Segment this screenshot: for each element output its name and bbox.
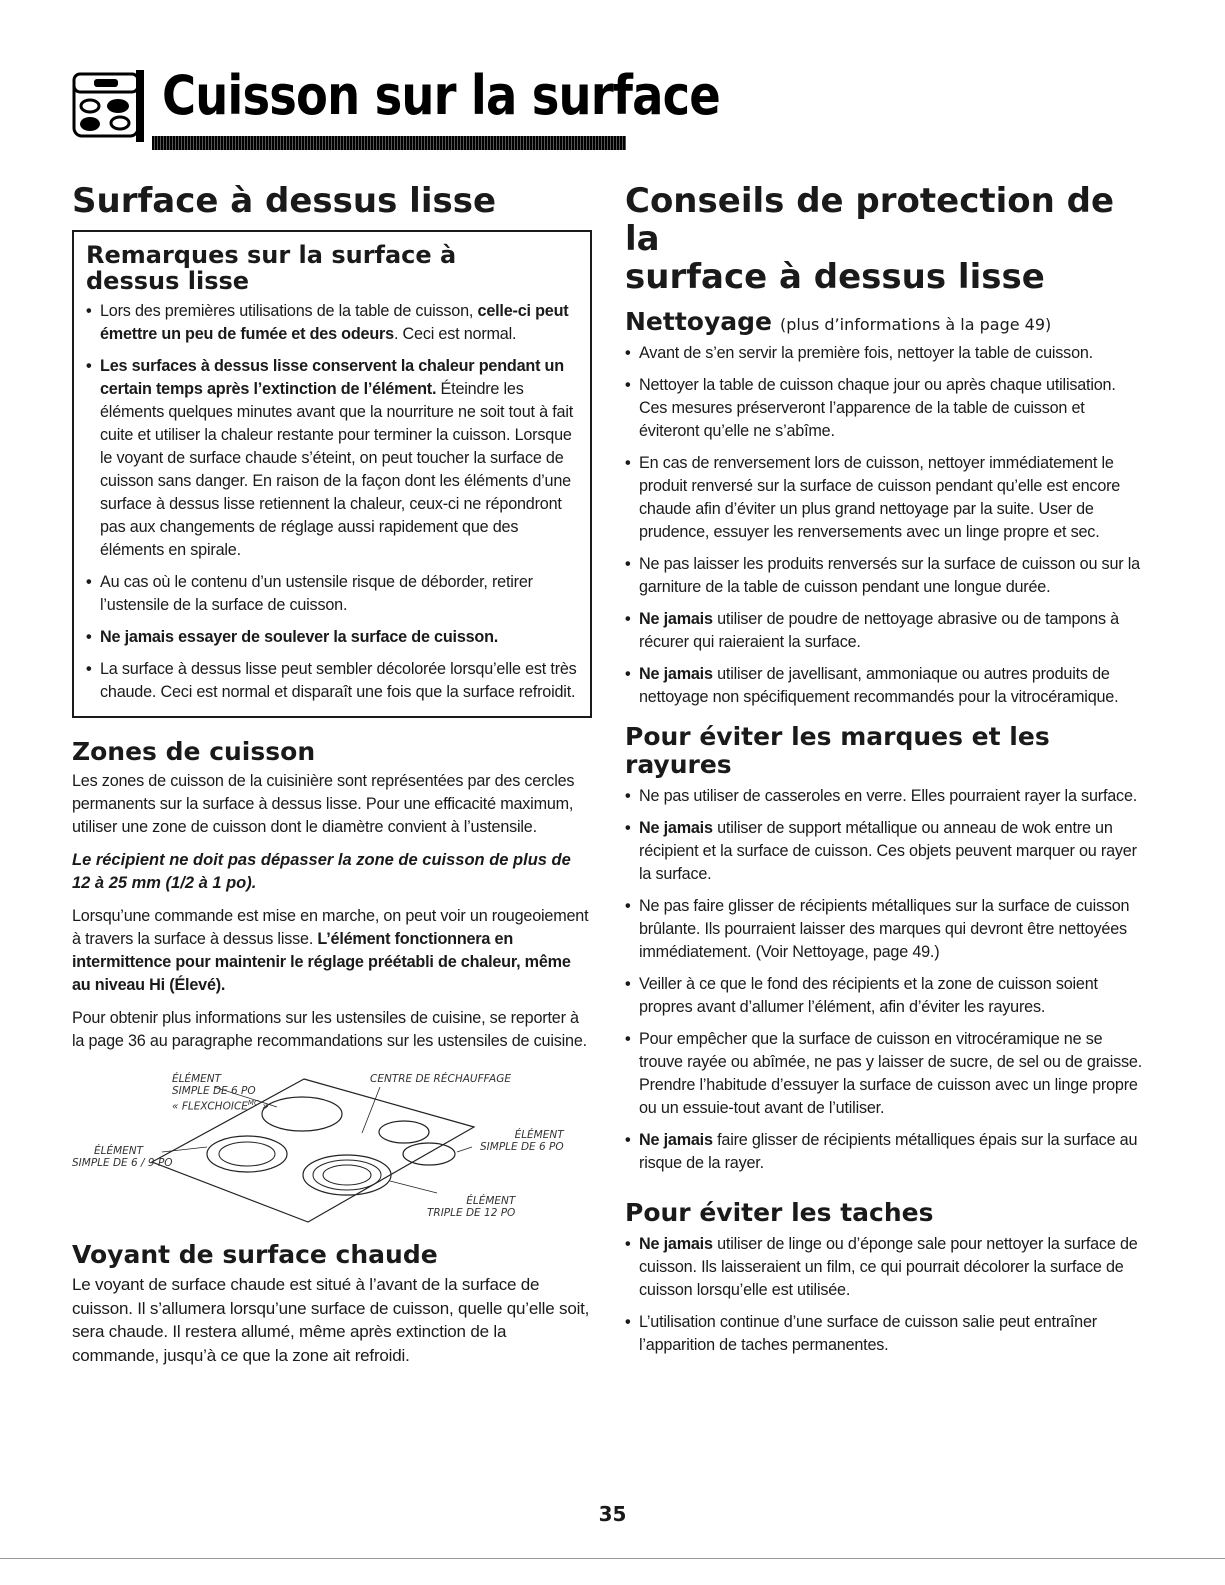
list-item: • Ne jamais faire glisser de récipients métalliques épais sur la surface au risque de la rayer. (625, 1129, 1145, 1175)
section-title-zones: Zones de cuisson (72, 737, 316, 766)
label-element-12in: ÉLÉMENT TRIPLE DE 12 PO (427, 1195, 516, 1219)
list-item: • Ne jamais utiliser de javellisant, ammoniaque ou autres produits de nettoyage non spécifiquement recommandés pour la vitrocéramique. (625, 663, 1145, 709)
section-title-conseils: Conseils de protection de la surface à dessus lisse (625, 181, 1115, 297)
voyant-paragraph: Le voyant de surface chaude est situé à l’avant de la surface de cuisson. Il s’allumera lorsqu’une surface de cuisson, quelle qu’elle soit, sera chaude. Il restera allumé, même après extinction de la commande, jusqu’à ce que la zone ait refroidi. (72, 1275, 590, 1365)
list-item: • Ne jamais utiliser de support métallique ou anneau de wok entre un récipient et la surface de cuisson. Ces objets peuvent marquer ou rayer la surface. (625, 817, 1145, 886)
remarks-box (72, 230, 592, 718)
zones-paragraph-2: Lorsqu’une commande est mise en marche, on peut voir un rougeoiement à travers la surface à dessus lisse. L’élément fonctionnera en intermittence pour maintenir le réglage préétabli de chaleur, même au niveau Hi (Élevé). (72, 907, 589, 994)
nettoyage-note: (plus d’informations à la page 49) (779, 315, 1052, 334)
section-title-taches: Pour éviter les taches (625, 1198, 934, 1227)
list-item: • Pour empêcher que la surface de cuisson en vitrocéramique ne se trouve rayée ou abîmée, ne pas y laisser de sucre, de sel ou de graisse. Prendre l’habitude d’essuyer la surface de cuisson avec un linge propre ou un essuie-tout avant de l’utiliser. (625, 1028, 1145, 1120)
list-item: • Ne pas faire glisser de récipients métalliques sur la surface de cuisson brûlante. Ils pourraient laisser des marques qui devront être nettoyées immédiatement. (Voir Nettoyage, page 49.) (625, 895, 1145, 964)
page-number: 35 (598, 1502, 627, 1526)
list-item: • Ne pas utiliser de casseroles en verre. Elles pourraient rayer la surface. (625, 785, 1145, 808)
nettoyage-list (625, 342, 1145, 709)
list-item: • Avant de s’en servir la première fois, nettoyer la table de cuisson. (625, 342, 1145, 365)
marques-list (625, 785, 1145, 1175)
nettoyage-heading (625, 308, 1145, 336)
zones-paragraph-3: Pour obtenir plus informations sur les ustensiles de cuisine, se reporter à la page 36 au paragraphe recommandations sur les ustensiles de cuisine. (72, 1009, 587, 1050)
list-item: • L’utilisation continue d’une surface de cuisson salie peut entraîner l’apparition de taches permanentes. (625, 1311, 1145, 1357)
section-title-voyant: Voyant de surface chaude (72, 1240, 438, 1269)
list-item: • Ne pas laisser les produits renversés sur la surface de cuisson ou sur la garniture de la table de cuisson pendant une longue durée. (625, 553, 1145, 599)
remarks-title-line1: Remarques sur la surface à (86, 241, 457, 269)
label-element-6in-right: ÉLÉMENT SIMPLE DE 6 PO (480, 1129, 564, 1153)
remarks-title-line2: dessus lisse (86, 267, 250, 295)
left-column (72, 182, 592, 1377)
right-column (625, 182, 1145, 1366)
list-item: • La surface à dessus lisse peut sembler décolorée lorsqu’elle est très chaude. Ceci est normal et disparaît une fois que la surface refroidit. (86, 658, 578, 704)
bottom-divider (0, 1558, 1225, 1559)
page-title: Cuisson sur la surface (162, 64, 720, 127)
page-header (70, 62, 720, 154)
section-title-surface: Surface à dessus lisse (72, 181, 497, 221)
title-underline (152, 136, 626, 150)
label-element-6in: ÉLÉMENT SIMPLE DE 6 PO « $FLEXCHOICE^{MC}$ » (172, 1073, 269, 1113)
label-element-6-9in: ÉLÉMENT SIMPLE DE 6 / 9 PO (72, 1145, 173, 1169)
zones-warning: Le récipient ne doit pas dépasser la zone de cuisson de plus de 12 à 25 mm (1/2 à 1 po). (72, 851, 571, 892)
list-item: • Veiller à ce que le fond des récipients et la zone de cuisson soient propres avant d’allumer l’élément, afin d’éviter les rayures. (625, 973, 1145, 1019)
list-item: • Ne jamais essayer de soulever la surface de cuisson. (86, 626, 578, 649)
list-item: • Ne jamais utiliser de linge ou d’éponge sale pour nettoyer la surface de cuisson. Ils laisseraient un film, ce qui pourrait décolorer la surface de cuisson lorsqu’elle est utilisée. (625, 1233, 1145, 1302)
list-item: • En cas de renversement lors de cuisson, nettoyer immédiatement le produit renversé sur la surface de cuisson pendant qu’elle est encore chaude afin d’éviter un plus grand nettoyage par la suite. User de prudence, essuyer les renversements avec un linge propre et sec. (625, 452, 1145, 544)
list-item: • Les surfaces à dessus lisse conservent la chaleur pendant un certain temps après l’extinction de l’élément. Éteindre les éléments quelques minutes avant que la nourriture ne soit tout à fait cuite et utiliser la chaleur restante pour terminer la cuisson. Lorsque le voyant de surface chaude s’éteint, on peut toucher la surface de cuisson sans danger. En raison de la façon dont les éléments d’une surface à dessus lisse retiennent la chaleur, ceux-ci ne répondront pas aux changements de réglage aussi rapidement que des éléments en spirale. (86, 355, 578, 562)
taches-list (625, 1233, 1145, 1357)
section-title-nettoyage: Nettoyage (625, 307, 772, 336)
list-item: • Ne jamais utiliser de poudre de nettoyage abrasive ou de tampons à récurer qui raieraient la surface. (625, 608, 1145, 654)
list-item: • Lors des premières utilisations de la table de cuisson, celle-ci peut émettre un peu de fumée et des odeurs. Ceci est normal. (86, 300, 578, 346)
cooktop-icon (70, 70, 146, 142)
remarks-title (86, 242, 578, 294)
cooktop-diagram (72, 1067, 592, 1227)
remarks-list (86, 300, 578, 704)
section-title-marques: Pour éviter les marques et les rayures (625, 722, 1050, 779)
list-item: • Au cas où le contenu d’un ustensile risque de déborder, retirer l’ustensile de la surface de cuisson. (86, 571, 578, 617)
zones-paragraph-1: Les zones de cuisson de la cuisinière sont représentées par des cercles permanents sur la surface à dessus lisse. Pour une efficacité maximum, utiliser une zone de cuisson dont le diamètre convient à l’ustensile. (72, 772, 575, 836)
label-warming-center: CENTRE DE RÉCHAUFFAGE (370, 1073, 512, 1085)
list-item: • Nettoyer la table de cuisson chaque jour ou après chaque utilisation. Ces mesures préserveront l’apparence de la table de cuisson et éviteront qu’elle ne s’abîme. (625, 374, 1145, 443)
